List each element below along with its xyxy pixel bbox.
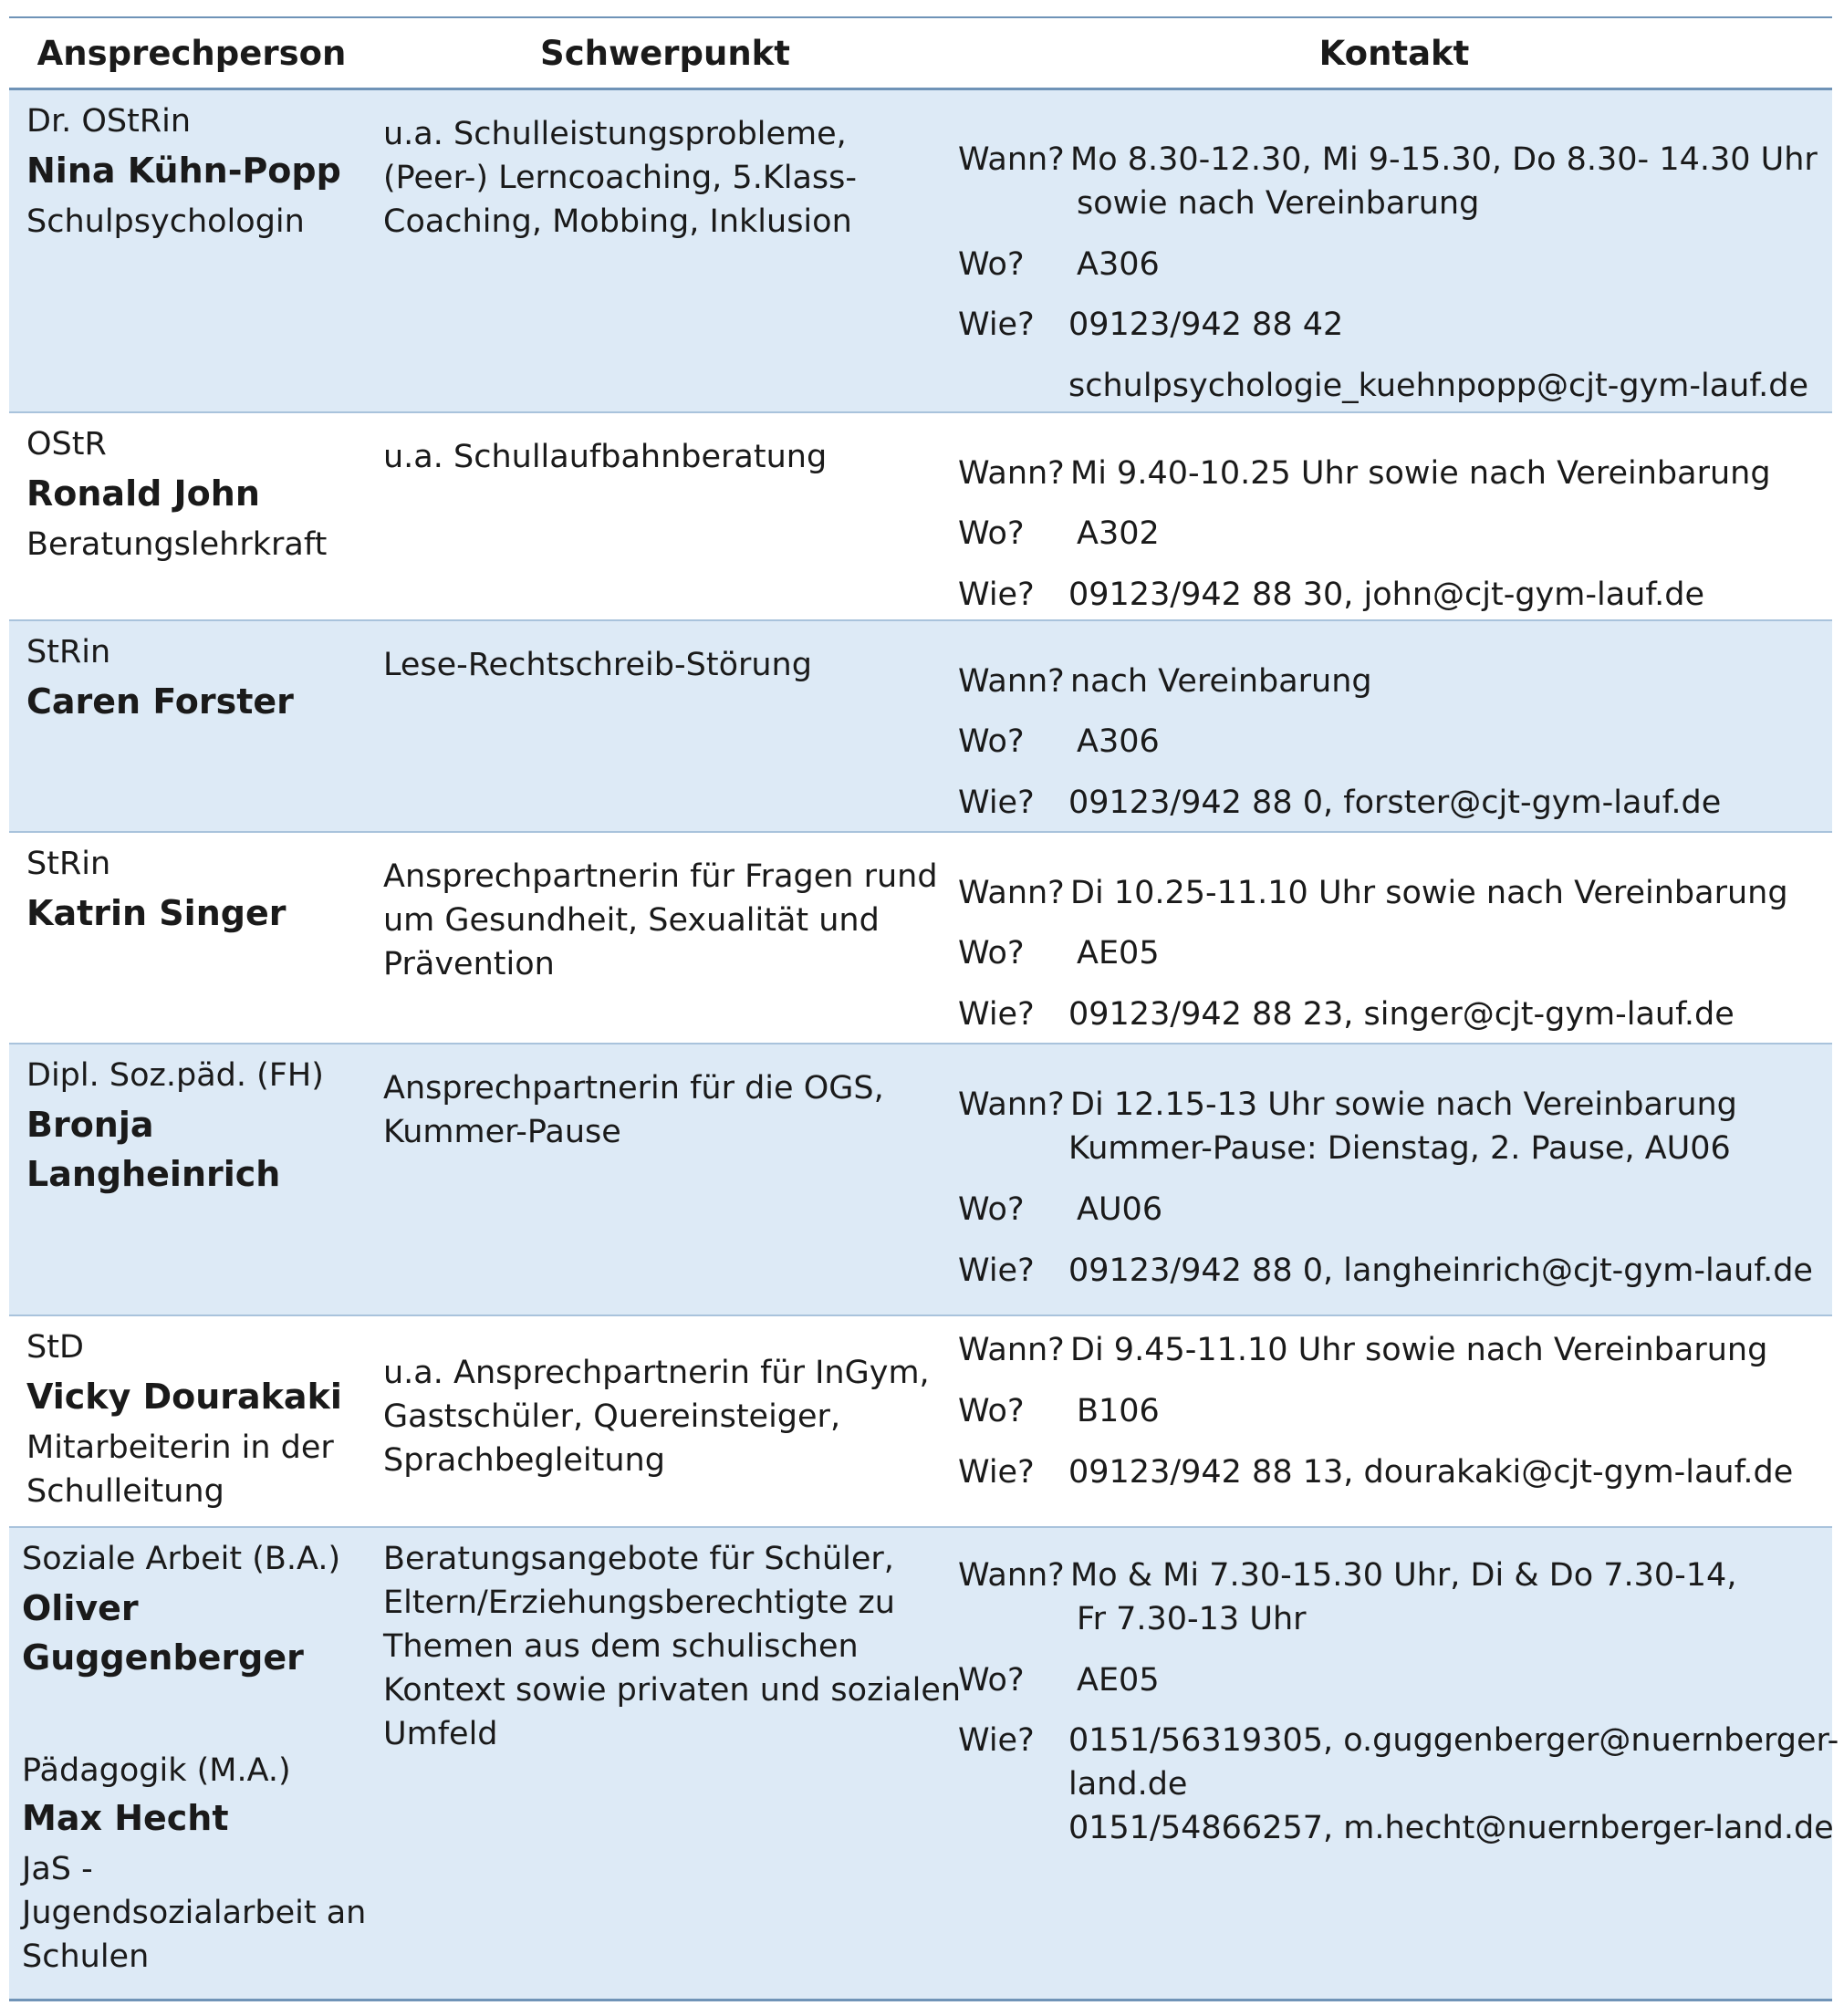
when-value: Mo & Mi 7.30-15.30 Uhr, Di & Do 7.30-14, xyxy=(1070,1557,1737,1594)
focus-line: Beratungsangebote für Schüler, xyxy=(383,1541,894,1577)
how-value[interactable]: 0151/54866257, m.hecht@nuernberger-land.de xyxy=(1068,1810,1834,1846)
how-value[interactable]: 09123/942 88 30, john@cjt-gym-lauf.de xyxy=(1068,577,1704,613)
person-name: Caren Forster xyxy=(26,681,294,722)
where-value: A306 xyxy=(1077,246,1160,283)
table-row xyxy=(9,833,1832,1043)
focus-line: u.a. Ansprechpartnerin für InGym, xyxy=(383,1355,930,1391)
email-link[interactable]: schulpsychologie_kuehnpopp@cjt-gym-lauf.de xyxy=(1068,368,1808,404)
how-value: 09123/942 88 42 xyxy=(1068,307,1344,343)
when-label: Wann? xyxy=(958,455,1065,492)
table-row xyxy=(9,1528,1839,1999)
when-label: Wann? xyxy=(958,1086,1065,1123)
focus-line: Umfeld xyxy=(383,1716,498,1752)
person-name: Bronja xyxy=(26,1105,154,1145)
how-value[interactable]: 09123/942 88 13, dourakaki@cjt-gym-lauf.de xyxy=(1068,1454,1794,1491)
focus-line: u.a. Schulleistungsprobleme, xyxy=(383,116,847,152)
when-value: Mi 9.40-10.25 Uhr sowie nach Vereinbarung xyxy=(1070,455,1771,492)
focus-line: Gastschüler, Quereinsteiger, xyxy=(383,1398,841,1435)
how-label: Wie? xyxy=(958,307,1035,343)
where-label: Wo? xyxy=(958,1662,1025,1699)
table-row xyxy=(9,90,1832,411)
focus-line: Eltern/Erziehungsberechtigte zu xyxy=(383,1585,895,1621)
person-role: Jugendsozialarbeit an xyxy=(22,1895,367,1931)
how-label: Wie? xyxy=(958,996,1035,1033)
where-label: Wo? xyxy=(958,246,1025,283)
focus-line: Kummer-Pause xyxy=(383,1114,621,1150)
how-value[interactable]: 0151/56319305, o.guggenberger@nuernberger- xyxy=(1068,1722,1839,1759)
person-title: Dr. OStRin xyxy=(26,103,192,140)
how-label: Wie? xyxy=(958,785,1035,821)
person-role: Beratungslehrkraft xyxy=(26,526,328,563)
focus-line: Prävention xyxy=(383,946,555,982)
focus-line: (Peer-) Lerncoaching, 5.Klass- xyxy=(383,160,858,196)
person-name: Max Hecht xyxy=(22,1798,229,1838)
focus-line: Coaching, Mobbing, Inklusion xyxy=(383,203,852,240)
person-role: Schulleitung xyxy=(26,1473,224,1510)
person-name: Langheinrich xyxy=(26,1154,281,1194)
where-value: A306 xyxy=(1077,723,1160,760)
table-bottom-rule xyxy=(9,1999,1832,2001)
focus-line: Ansprechpartnerin für die OGS, xyxy=(383,1070,884,1107)
person-title: Dipl. Soz.päd. (FH) xyxy=(26,1057,324,1094)
how-value[interactable]: 09123/942 88 0, forster@cjt-gym-lauf.de xyxy=(1068,785,1722,821)
table-row xyxy=(9,413,1832,619)
when-value: Di 12.15-13 Uhr sowie nach Vereinbarung xyxy=(1070,1086,1737,1123)
where-value: B106 xyxy=(1077,1393,1160,1429)
how-label: Wie? xyxy=(958,1252,1035,1289)
where-value: AU06 xyxy=(1077,1191,1163,1228)
when-value: Di 10.25-11.10 Uhr sowie nach Vereinbarung xyxy=(1070,875,1788,911)
when-value: Mo 8.30-12.30, Mi 9-15.30, Do 8.30- 14.30 Uhr xyxy=(1070,141,1818,178)
person-role: JaS - xyxy=(22,1851,93,1887)
how-value[interactable]: 09123/942 88 23, singer@cjt-gym-lauf.de xyxy=(1068,996,1735,1033)
where-value: AE05 xyxy=(1077,935,1160,972)
person-name: Vicky Dourakaki xyxy=(26,1377,342,1417)
how-label: Wie? xyxy=(958,577,1035,613)
when-label: Wann? xyxy=(958,663,1065,700)
when-label: Wann? xyxy=(958,1557,1065,1594)
focus-line: Kontext sowie privaten und sozialen xyxy=(383,1672,962,1709)
person-role: Schulpsychologin xyxy=(26,203,305,240)
table-row xyxy=(9,621,1832,831)
person-title: Pädagogik (M.A.) xyxy=(22,1752,291,1789)
when-value: Di 9.45-11.10 Uhr sowie nach Vereinbarung xyxy=(1070,1332,1768,1368)
when-value: sowie nach Vereinbarung xyxy=(1077,185,1480,222)
focus-line: Sprachbegleitung xyxy=(383,1442,665,1479)
how-value[interactable]: land.de xyxy=(1068,1766,1188,1803)
when-label: Wann? xyxy=(958,875,1065,911)
where-label: Wo? xyxy=(958,723,1025,760)
person-name: Oliver xyxy=(22,1588,139,1628)
header-schwerpunkt: Schwerpunkt xyxy=(540,33,790,73)
where-value: A302 xyxy=(1077,515,1160,552)
focus-line: u.a. Schullaufbahnberatung xyxy=(383,439,828,475)
where-label: Wo? xyxy=(958,935,1025,972)
table-row xyxy=(9,1316,1832,1526)
person-role: Schulen xyxy=(22,1938,150,1975)
where-label: Wo? xyxy=(958,1393,1025,1429)
focus-line: Ansprechpartnerin für Fragen rund xyxy=(383,858,938,895)
table-row xyxy=(9,1044,1832,1315)
person-title: StRin xyxy=(26,634,111,670)
where-label: Wo? xyxy=(958,1191,1025,1228)
person-role: Mitarbeiterin in der xyxy=(26,1429,334,1466)
header-kontakt: Kontakt xyxy=(1318,33,1470,73)
when-label: Wann? xyxy=(958,141,1065,178)
when-value: Kummer-Pause: Dienstag, 2. Pause, AU06 xyxy=(1068,1130,1731,1167)
how-label: Wie? xyxy=(958,1722,1035,1759)
person-name: Ronald John xyxy=(26,473,260,514)
where-value: AE05 xyxy=(1077,1662,1160,1699)
where-label: Wo? xyxy=(958,515,1025,552)
when-label: Wann? xyxy=(958,1332,1065,1368)
table-header xyxy=(9,18,1832,88)
when-value: nach Vereinbarung xyxy=(1070,663,1372,700)
header-ansprechperson: Ansprechperson xyxy=(36,33,347,73)
focus-line: um Gesundheit, Sexualität und xyxy=(383,902,880,939)
person-title: OStR xyxy=(26,426,107,462)
how-label: Wie? xyxy=(958,1454,1035,1491)
person-title: Soziale Arbeit (B.A.) xyxy=(22,1541,341,1577)
person-name: Nina Kühn-Popp xyxy=(26,151,341,191)
person-title: StRin xyxy=(26,846,111,882)
when-value: Fr 7.30-13 Uhr xyxy=(1077,1601,1307,1637)
person-name: Guggenberger xyxy=(22,1637,304,1678)
focus-line: Themen aus dem schulischen xyxy=(383,1628,859,1665)
focus-line: Lese-Rechtschreib-Störung xyxy=(383,647,812,683)
person-name: Katrin Singer xyxy=(26,893,286,933)
person-title: StD xyxy=(26,1329,84,1366)
how-value[interactable]: 09123/942 88 0, langheinrich@cjt-gym-lauf.de xyxy=(1068,1252,1813,1289)
